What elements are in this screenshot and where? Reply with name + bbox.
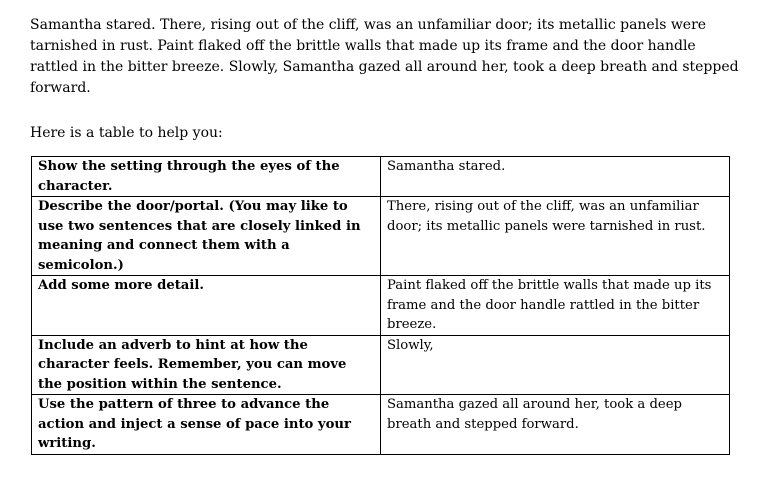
prompt-cell: Show the setting through the eyes of the character. [32,157,381,197]
table-row [32,335,730,395]
answer-cell: There, rising out of the cliff, was an unfamiliar door; its metallic panels were tarnished in rust. [381,197,730,276]
answer-cell: Paint flaked off the brittle walls that made up its frame and the door handle rattled in the bitter breeze. [381,276,730,336]
prompt-cell: Include an adverb to hint at how the character feels. Remember, you can move the position within the sentence. [32,335,381,395]
prompt-cell: Use the pattern of three to advance the action and inject a sense of pace into your writing. [32,395,381,455]
answer-cell: Samantha gazed all around her, took a deep breath and stepped forward. [381,395,730,455]
answer-cell: Samantha stared. [381,157,730,197]
table-row [32,197,730,276]
story-paragraph: Samantha stared. There, rising out of the cliff, was an unfamiliar door; its metallic panels were tarnished in rust. Paint flaked off the brittle walls that made up its frame and the door handle rattled in the bitter breeze. Slowly, Samantha gazed all around her, took a deep breath and stepped forward. [30,17,739,96]
table-row [32,276,730,336]
table-intro: Here is a table to help you: [30,125,223,141]
prompt-cell: Add some more detail. [32,276,381,336]
writing-helper-table [31,156,730,455]
table-row [32,157,730,197]
prompt-cell: Describe the door/portal. (You may like to use two sentences that are closely linked in meaning and connect them with a semicolon.) [32,197,381,276]
answer-cell: Slowly, [381,335,730,395]
table-row [32,395,730,455]
